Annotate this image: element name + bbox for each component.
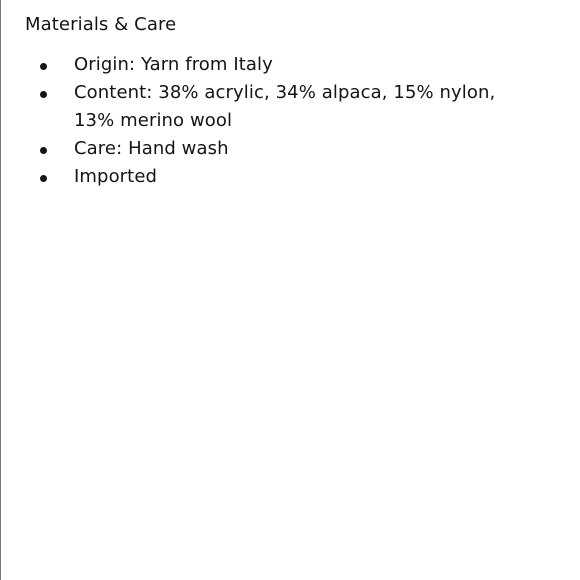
list-item-label: Origin: Yarn from Italy	[74, 54, 273, 75]
list-item-label: Care: Hand wash	[74, 138, 229, 159]
list-item-label: Imported	[74, 166, 158, 187]
list-item-label: Content: 38% acrylic, 34% alpaca, 15% nylon, 13% merino wool	[74, 82, 496, 131]
materials-care-list	[1, 51, 541, 191]
bullet-icon	[40, 63, 47, 70]
list-item-care	[1, 135, 541, 163]
list-item-origin	[1, 51, 541, 79]
section-title: Materials & Care	[25, 14, 177, 35]
list-item-content	[1, 79, 541, 135]
bullet-icon	[40, 91, 47, 98]
list-item-imported	[1, 163, 541, 191]
bullet-icon	[40, 147, 47, 154]
bullet-icon	[40, 175, 47, 182]
